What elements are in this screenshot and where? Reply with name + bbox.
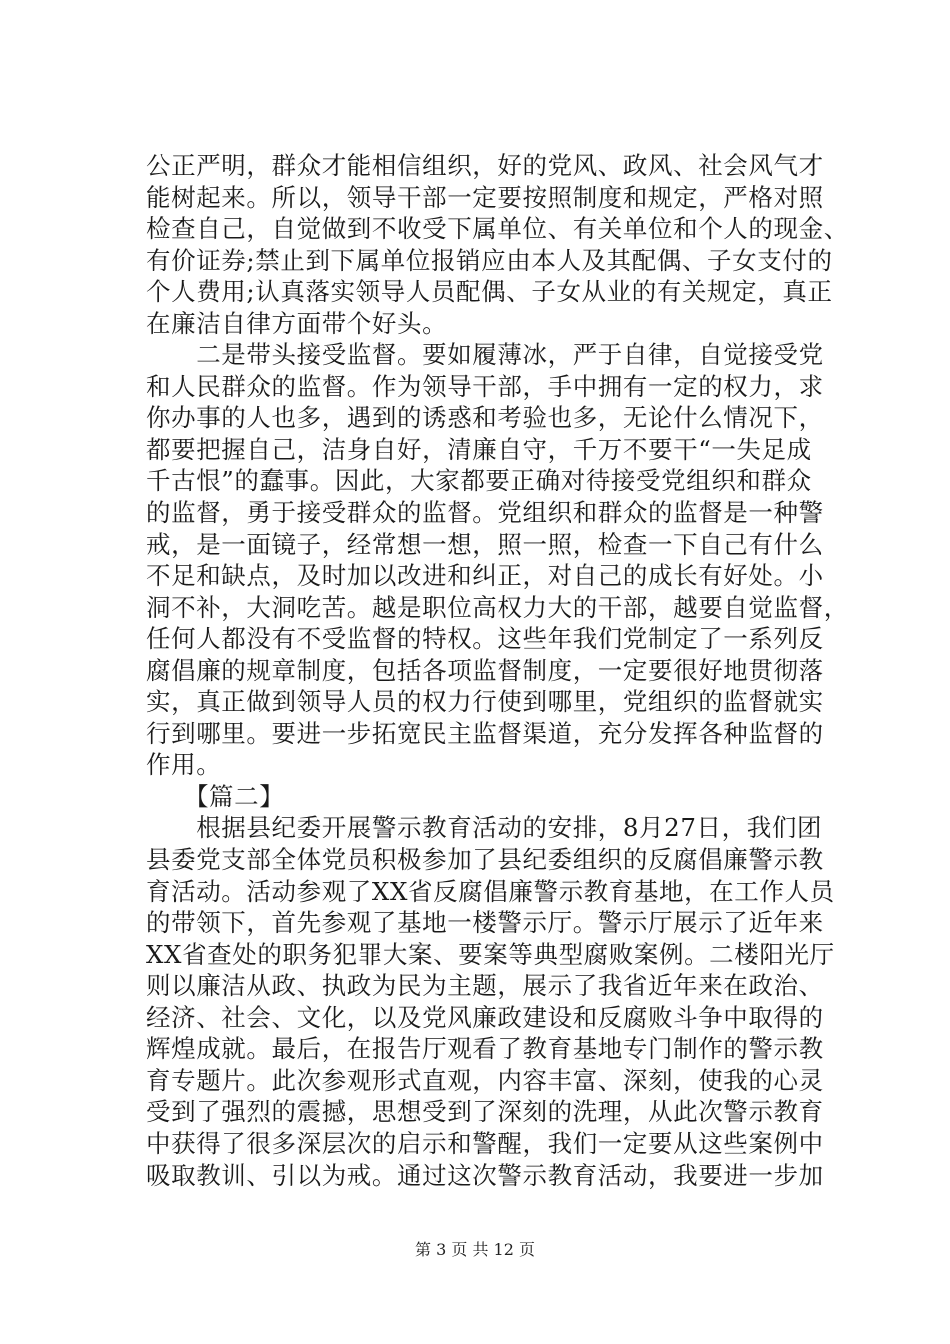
text-line: 辉煌成就。最后，在报告厅观看了教育基地专门制作的警示教 bbox=[146, 1034, 824, 1064]
text-line: 戒，是一面镜子，经常想一想，照一照，检查一下自己有什么 bbox=[146, 529, 824, 559]
text-line: 中获得了很多深层次的启示和警醒，我们一定要从这些案例中 bbox=[146, 1128, 824, 1158]
text-line: 育活动。活动参观了XX省反腐倡廉警示教育基地，在工作人员 bbox=[146, 876, 835, 906]
text-line: 公正严明，群众才能相信组织，好的党风、政风、社会风气才 bbox=[146, 151, 824, 180]
text-line: 则以廉洁从政、执政为民为主题，展示了我省近年来在政治、 bbox=[146, 971, 824, 1001]
text-line: 县委党支部全体党员积极参加了县纪委组织的反腐倡廉警示教 bbox=[146, 845, 824, 875]
text-line: 不足和缺点，及时加以改进和纠正，对自己的成长有好处。小 bbox=[146, 561, 824, 591]
section-heading: 【篇二】 bbox=[146, 781, 285, 811]
text-line: 行到哪里。要进一步拓宽民主监督渠道，充分发挥各种监督的 bbox=[146, 718, 824, 748]
text-line: 在廉洁自律方面带个好头。 bbox=[146, 308, 448, 338]
text-line: 根据县纪委开展警示教育活动的安排，8月27日，我们团 bbox=[146, 813, 823, 843]
document-body bbox=[146, 150, 849, 1191]
text-line: 能树起来。所以，领导干部一定要按照制度和规定，严格对照 bbox=[146, 182, 824, 212]
text-line: 吸取教训、引以为戒。通过这次警示教育活动，我要进一步加 bbox=[146, 1160, 824, 1190]
text-line: 经济、社会、文化，以及党风廉政建设和反腐败斗争中取得的 bbox=[146, 1002, 824, 1032]
text-line: 育专题片。此次参观形式直观，内容丰富、深刻，使我的心灵 bbox=[146, 1065, 824, 1095]
text-line: 千古恨”的蠢事。因此，大家都要正确对待接受党组织和群众 bbox=[146, 466, 812, 496]
text-line: 受到了强烈的震撼，思想受到了深刻的洗理，从此次警示教育 bbox=[146, 1097, 824, 1127]
text-line: 洞不补，大洞吃苦。越是职位高权力大的干部，越要自觉监督， bbox=[146, 592, 849, 622]
text-line: 个人费用;认真落实领导人员配偶、子女从业的有关规定，真正 bbox=[146, 277, 833, 307]
text-line: 和人民群众的监督。作为领导干部，手中拥有一定的权力，求 bbox=[146, 371, 824, 401]
text-line: 二是带头接受监督。要如履薄冰，严于自律，自觉接受党 bbox=[146, 340, 824, 370]
text-line: 腐倡廉的规章制度，包括各项监督制度，一定要很好地贯彻落 bbox=[146, 655, 824, 685]
text-line: 任何人都没有不受监督的特权。这些年我们党制定了一系列反 bbox=[146, 624, 824, 654]
text-line: 的带领下，首先参观了基地一楼警示厅。警示厅展示了近年来 bbox=[146, 908, 824, 938]
text-line: 作用。 bbox=[146, 750, 222, 780]
text-line: 有价证券;禁止到下属单位报销应由本人及其配偶、子女支付的 bbox=[146, 245, 833, 275]
text-line: 都要把握自己，洁身自好，清廉自守，千万不要干“一失足成 bbox=[146, 434, 812, 464]
text-line: 的监督，勇于接受群众的监督。党组织和群众的监督是一种警 bbox=[146, 498, 824, 528]
text-line: 实，真正做到领导人员的权力行使到哪里，党组织的监督就实 bbox=[146, 687, 824, 717]
page-number-footer: 第 3 页 共 12 页 bbox=[415, 1240, 535, 1259]
text-line: XX省查处的职务犯罪大案、要案等典型腐败案例。二楼阳光厅 bbox=[146, 939, 835, 969]
text-line: 你办事的人也多，遇到的诱惑和考验也多，无论什么情况下， bbox=[146, 403, 824, 433]
text-line: 检查自己，自觉做到不收受下属单位、有关单位和个人的现金、 bbox=[146, 214, 849, 244]
